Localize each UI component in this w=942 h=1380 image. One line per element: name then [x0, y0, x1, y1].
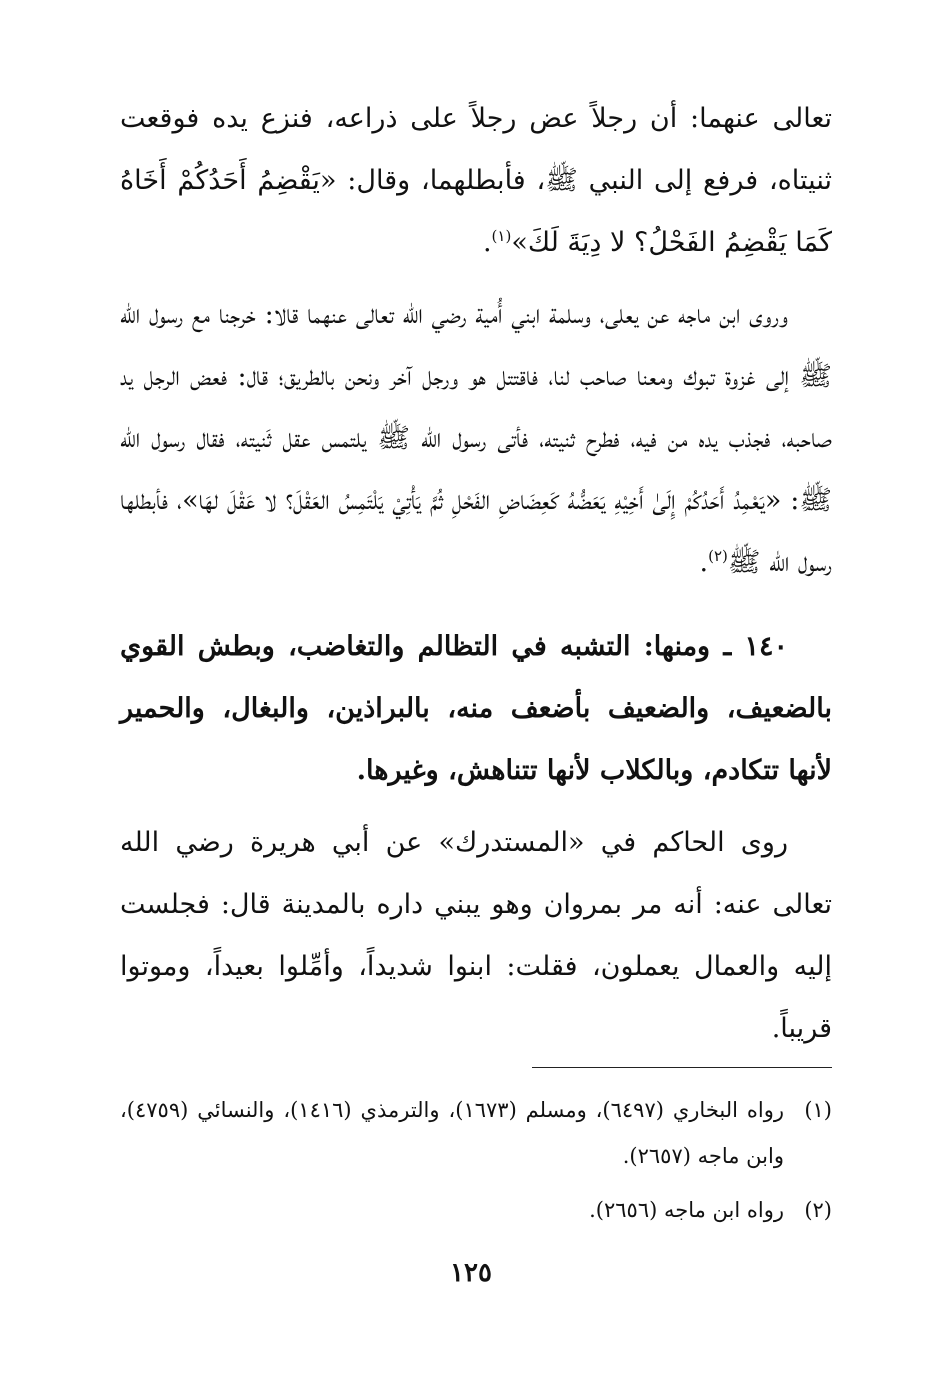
- paragraph-text: روى الحاكم في «المستدرك» عن أبي هريرة رضي الله تعالى عنه: أنه مر بمروان وهو يبني داره بالمدينة قال: فجلست إليه والعمال يعملون، فقلت: ابنوا شديداً، وأمِّلوا بعيداً، وموتوا قريباً.: [120, 827, 832, 1044]
- page-body: [120, 88, 832, 1060]
- footnote-item: [120, 1087, 832, 1179]
- section-heading-140: [120, 616, 832, 802]
- paragraph-tail: .: [699, 547, 709, 578]
- paragraph-ibn-majah: [120, 284, 832, 594]
- paragraph-continuation: [120, 88, 832, 274]
- footnote-divider: [532, 1067, 832, 1068]
- paragraph-text: ١٤٠ ـ ومنها: التشبه في التظالم والتغاضب، وبطش القوي بالضعيف، والضعيف بأضعف منه، بالبراذين، والبغال، والحمير لأنها تتكادم، وبالكلاب لأنها تتناهش، وغيرها.: [120, 631, 832, 786]
- paragraph-text: وروى ابن ماجه عن يعلى، وسلمة ابني أُمية رضي الله تعالى عنهما قالا: خرجنا مع رسول الله ﷺ إلى غزوة تبوك ومعنا صاحب لنا، فاقتتل هو ورجل آخر ونحن بالطريق؛ قال: فعض الرجل يد صاحبه، فجذب يده من فيه، فطرح ثنيته، فأتى رسول الله ﷺ يلتمس عقل ثَنيته، فقال رسول الله ﷺ: «يَعْمِدُ أَحَدُكُمْ إِلَىٰ أَخِيْهِ يَعَضُّهُ كَعِضَاضِ الفَحْلِ ثُمَّ يَأْتِيْ يَلْتَمِسُ العَقْلَ؟ لا عَقْلَ لهَا»، فأبطلها رسول الله ﷺ: [120, 299, 832, 578]
- footnote-text: رواه ابن ماجه (٢٦٥٦).: [589, 1198, 784, 1222]
- footnote-ref: (٢): [708, 547, 728, 565]
- paragraph-hakim: [120, 812, 832, 1060]
- footnote-item: [120, 1187, 832, 1233]
- page-number: ١٢٥: [450, 1258, 492, 1288]
- paragraph-text: تعالى عنهما: أن رجلاً عض رجلاً على ذراعه، فنزع يده فوقعت ثنيتاه، فرفع إلى النبي ﷺ، فأبطلهما، وقال: «يَقْضِمُ أَحَدُكُمْ أَخَاهُ كَمَا يَقْضِمُ الفَحْلُ؟ لا دِيَةَ لَكَ»: [120, 103, 832, 258]
- paragraph-tail: .: [482, 227, 492, 258]
- footnote-text: رواه البخاري (٦٤٩٧)، ومسلم (١٦٧٣)، والترمذي (١٤١٦)، والنسائي (٤٧٥٩)، وابن ماجه (٢٦٥٧).: [120, 1098, 784, 1168]
- footnote-number: (٢): [804, 1198, 832, 1222]
- footnotes: [120, 1087, 832, 1241]
- footnote-ref: (١): [491, 227, 512, 245]
- footnote-number: (١): [804, 1098, 832, 1122]
